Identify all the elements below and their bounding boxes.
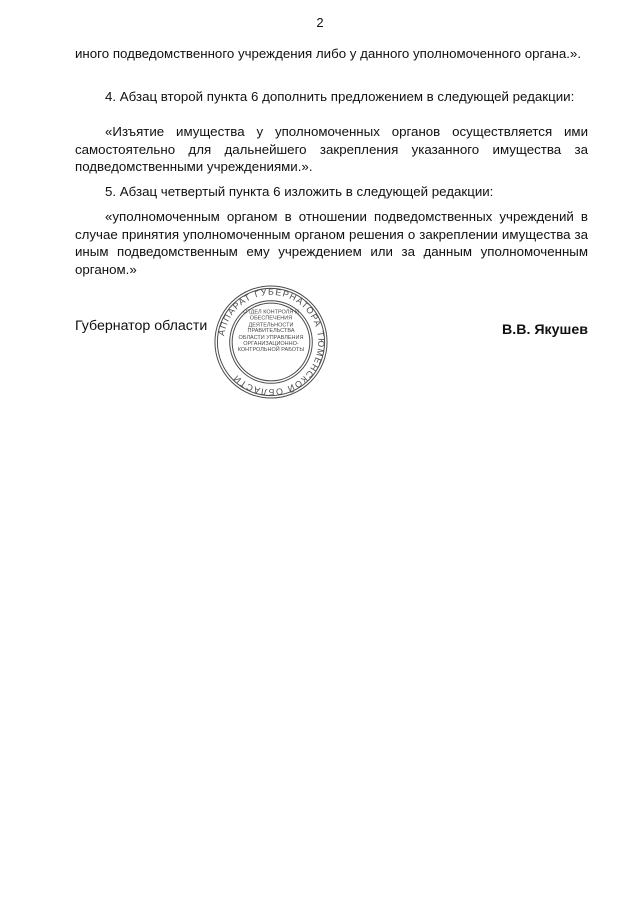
page-number: 2	[316, 15, 324, 30]
stamp-inner-text: ОТДЕЛ КОНТРОЛЯ И ОБЕСПЕЧЕНИЯ ДЕЯТЕЛЬНОСТИ ПРАВИТЕЛЬСТВА ОБЛАСТИ УПРАВЛЕНИЯ ОРГАНИЗАЦИОННО-КОНТРОЛЬНОЙ РАБОТЫ	[237, 309, 305, 354]
signer-name: В.В. Якушев	[502, 322, 588, 338]
paragraph-quote-2: «уполномоченным органом в отношении подведомственных учреждений в случае принятия уполномоченным органом решения о закреплении имущества за иным подведомственным ему учреждением или за данным уполномоченным органом.»	[75, 209, 588, 277]
paragraph-item-5: 5. Абзац четвертый пункта 6 изложить в следующей редакции:	[105, 184, 494, 199]
stamp-outer-text: АППАРАТ ГУБЕРНАТОРА ТЮМЕНСКОЙ ОБЛАСТИ	[216, 286, 327, 398]
signature-block	[75, 318, 588, 348]
paragraph-continuation: иного подведомственного учреждения либо у данного уполномоченного органа.».	[75, 46, 582, 61]
paragraph-quote-1: «Изъятие имущества у уполномоченных органов осуществляется ими самостоятельно для дальнейшего закрепления указанного имущества за подведомственными учреждениями.».	[75, 124, 588, 174]
signer-title: Губернатор области	[75, 318, 208, 334]
paragraph-item-4: 4. Абзац второй пункта 6 дополнить предложением в следующей редакции:	[105, 89, 575, 104]
official-stamp	[212, 283, 330, 401]
